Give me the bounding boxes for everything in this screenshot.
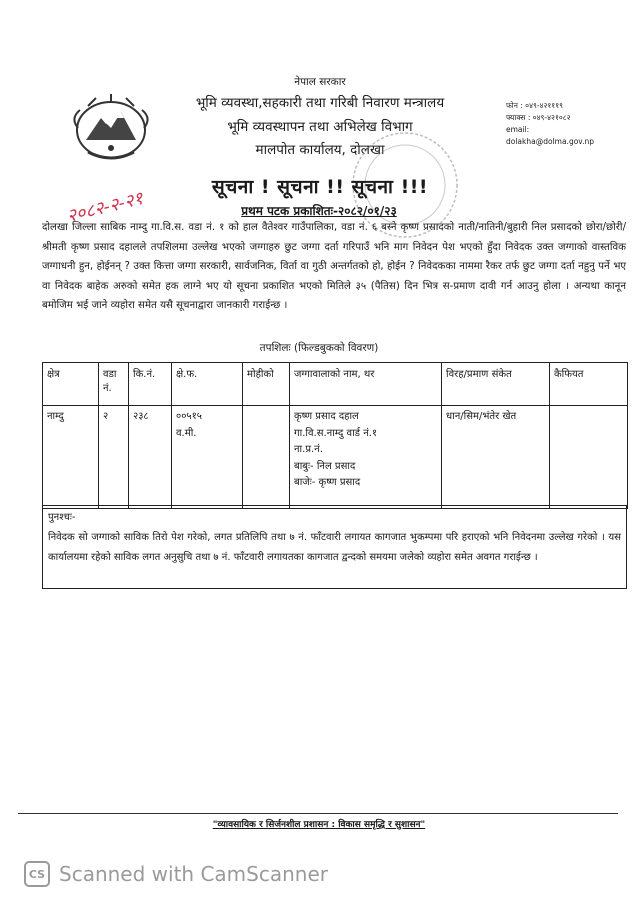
publication-date: प्रथम पटक प्रकाशितः-२०८२/०१/२३ [241, 204, 397, 218]
size-value: ००५१५ [176, 411, 202, 422]
header-office: मालपोत कार्यालय, दोलखा [255, 142, 385, 158]
owner-father: बाबुः- निल प्रसाद [294, 460, 356, 472]
postscript-label: पुनश्चः- [48, 512, 76, 523]
postscript-text: निवेदक सो जग्गाको साविक तिरो पेश गरेको, लगत प्रतिलिपि तथा ७ नं. फाँटवारी लगायत कागजात भुकम्पमा परि हराएको भनि निवेदनमा उल्लेख गरेको । यस कार्यालयमा रहेको साविक लगत अनुसुचि तथा ७ नं. फाँटवारी लगायतका कागजात द्वन्दको समयमा जलेको व्यहोरा समेत अवगत गराईन्छ । [48, 532, 621, 563]
table-header-row [43, 363, 628, 406]
column-header-owner: जग्गावालाको नाम, थर [290, 363, 442, 406]
phone-number: फोन : ०४९-४२१११९ [506, 101, 563, 110]
header-line-1: नेपाल सरकार [294, 76, 346, 88]
footer-divider [18, 813, 618, 814]
cell-ward: २ [99, 406, 129, 509]
notice-paragraph: दोलखा जिल्ला साबिक नाम्दु गा.वि.स. वडा नं. १ को हाल वैतेश्वर गाउँपालिका, वडा नं. ६ बस्ने कृष्ण प्रसादको नाती/नातिनी/बुहारी निल प्रसादको छोरा/छोरी/श्रीमती कृष्ण प्रसाद दहालले तपशिलमा उल्लेख भएको जग्गाहरु छुट जग्गा दर्ता गरिपाउँ भनि माग निवेदन पेश भएको हुँदा निवेदक उक्त जग्गाको वास्तविक जग्गाधनी हुन, होईनन् ? उक्त कित्ता जग्गा सरकारी, सार्वजनिक, विर्ता वा गुठी अन्तर्गतको हो, होईन ? निवेदकका नाममा रैकर तर्फ छुट जग्गा दर्ता नहुनु पर्ने भए वा निवेदक बाहेक अरुको समेत हक लाग्ने भए यो सूचना प्रकाशित भएको मितिले ३५ (पैतिस) दिन भित्र स-प्रमाण दावी गर्न आउनु होला । अन्यथा कानून बमोजिम भई जाने व्यहोरा समेत यसै सूचनाद्वारा जानकारी गराईन्छ । [42, 222, 626, 312]
camscanner-text: Scanned with CamScanner [59, 862, 328, 886]
cell-remarks [550, 406, 628, 509]
table-row [43, 406, 628, 509]
column-header-tenant: मोहीको [243, 363, 290, 406]
header-department: भूमि व्यवस्थापन तथा अभिलेख विभाग [227, 119, 413, 135]
camscanner-logo-icon: CS [24, 861, 50, 887]
column-header-ward: वडा नं. [99, 363, 129, 406]
notice-title: सूचना ! सूचना !! सूचना !!! [211, 176, 429, 198]
handwritten-date: २०८२-२-२१ [64, 187, 146, 228]
fieldbook-details-table [42, 362, 628, 509]
table-caption: तपशिलः (फिल्डबुकको विवरण) [259, 342, 379, 354]
column-header-evidence: विरह/प्रमाण संकेत [442, 363, 550, 406]
owner-citizenship: ना.प्र.नं. [294, 444, 323, 455]
column-header-kitta: कि.नं. [129, 363, 172, 406]
header-ministry: भूमि व्यवस्था,सहकारी तथा गरिबी निवारण मन्त्रालय [195, 95, 445, 111]
camscanner-watermark [24, 860, 328, 888]
fax-number: फ्याक्स : ०४९-४२१०८२ [506, 113, 571, 122]
column-header-remarks: कैफियत [550, 363, 628, 406]
email-address: dolakha@dolma.gov.np [506, 137, 595, 146]
cell-size [172, 406, 243, 509]
cell-owner [290, 406, 442, 509]
government-emblem-icon [66, 88, 156, 164]
footer-slogan: "व्यावसायिक र सिर्जनशील प्रशासन : विकास समृद्धि र सुशासन" [212, 820, 426, 830]
email-label: email: [506, 125, 530, 134]
cell-evidence: धान/सिम/भंतेर खेत [442, 406, 550, 509]
column-header-size: क्षे.फ. [172, 363, 243, 406]
contact-block [506, 100, 594, 148]
cell-area: नाम्दु [43, 406, 99, 509]
cell-kitta: २३८ [129, 406, 172, 509]
owner-address: गा.वि.स.नाम्दु वार्ड नं.१ [294, 427, 378, 439]
owner-name: कृष्ण प्रसाद दहाल [294, 411, 359, 422]
size-unit: व.मी. [176, 427, 197, 439]
postscript-box [42, 505, 627, 589]
owner-grandfather: बाजेः- कृष्ण प्रसाद [294, 477, 361, 488]
cell-tenant [243, 406, 290, 509]
column-header-area: क्षेत्र [43, 363, 99, 406]
